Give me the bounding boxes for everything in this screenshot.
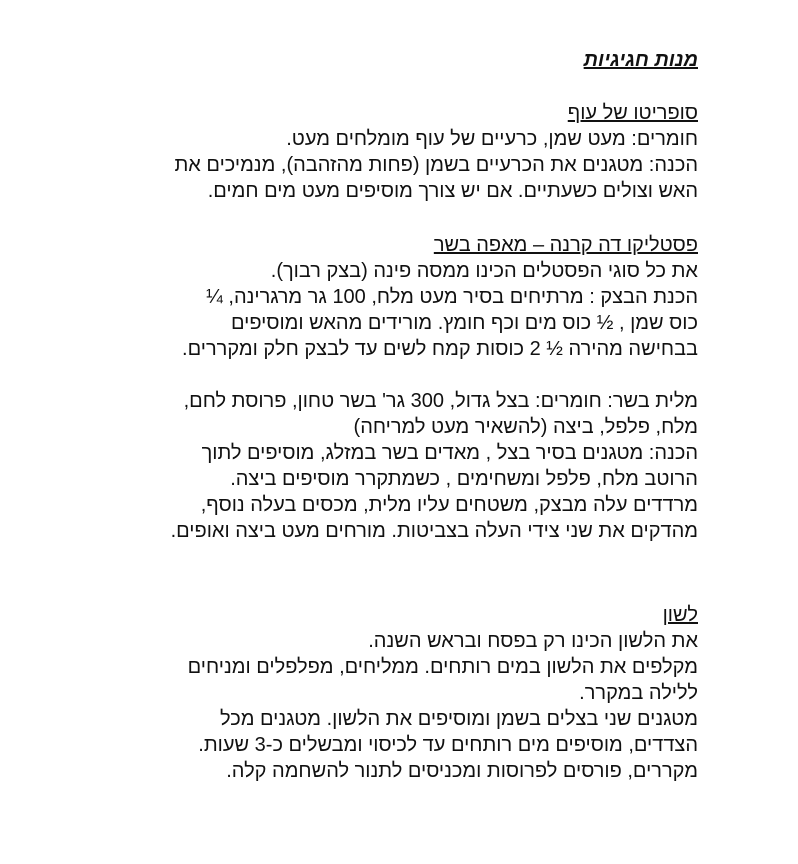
recipe-line: את הלשון הכינו רק בפסח ובראש השנה. xyxy=(368,630,698,652)
recipe-line: מקררים, פורסים לפרוסות ומכניסים לתנור להשחמה קלה. xyxy=(226,760,698,782)
recipe-line: כוס שמן , ½ כוס מים וכף חומץ. מורידים מהאש ומוסיפים xyxy=(231,312,698,334)
recipe-line: הצדדים, מוסיפים מים רותחים עד לכיסוי ומבשלים כ-3 שעות. xyxy=(198,734,698,756)
recipe-line: מקלפים את הלשון במים רותחים. ממליחים, מפלפלים ומניחים xyxy=(187,656,698,678)
recipe-chicken-sofrito xyxy=(38,100,698,204)
recipe-line: הכנת הבצק : מרתיחים בסיר מעט מלח, 100 גר מרגרינה, ¼ xyxy=(206,286,698,308)
recipe-pastelico xyxy=(38,232,698,544)
recipe-line: מרדדים עלה מבצק, משטחים עליו מלית, מכסים בעלה נוסף, xyxy=(200,494,698,516)
recipe-line: הכנה: מטגנים את הכרעיים בשמן (פחות מהזהבה), מנמיכים את xyxy=(174,154,698,176)
recipe-line: הרוטב מלח, פלפל ומשחימים , כשמתקרר מוסיפים ביצה. xyxy=(230,468,698,490)
recipe-heading: סופריטו של עוף xyxy=(567,102,698,124)
recipe-line: מלית בשר: חומרים: בצל גדול, 300 גר' בשר טחון, פרוסת לחם, xyxy=(183,390,698,412)
recipe-heading: לשון xyxy=(662,604,698,626)
recipe-tongue xyxy=(38,602,698,784)
paragraph-gap xyxy=(38,362,698,388)
recipe-heading: פסטליקו דה קרנה – מאפה בשר xyxy=(433,234,698,256)
recipe-line: האש וצולים כשעתיים. אם יש צורך מוסיפים מעט מים חמים. xyxy=(207,180,698,202)
recipe-line: ללילה במקרר. xyxy=(579,682,698,704)
recipe-line: את כל סוגי הפסטלים הכינו ממסה פינה (בצק רבוך). xyxy=(270,260,698,282)
recipe-line: בבחישה מהירה ½ 2 כוסות קמח לשים עד לבצק חלק ומקררים. xyxy=(182,338,698,360)
recipe-line: חומרים: מעט שמן, כרעיים של עוף מומלחים מעט. xyxy=(286,128,698,150)
recipe-line: הכנה: מטגנים בסיר בצל , מאדים בשר במזלג, מוסיפים לתוך xyxy=(201,442,698,464)
recipe-line: מהדקים את שני צידי העלה בצביטות. מורחים מעט ביצה ואופים. xyxy=(170,520,698,542)
recipe-line: מטגנים שני בצלים בשמן ומוסיפים את הלשון. מטגנים מכל xyxy=(220,708,698,730)
recipe-line: מלח, פלפל, ביצה (להשאיר מעט למריחה) xyxy=(353,416,698,438)
document-title: מנות חגיגיות xyxy=(583,49,698,71)
